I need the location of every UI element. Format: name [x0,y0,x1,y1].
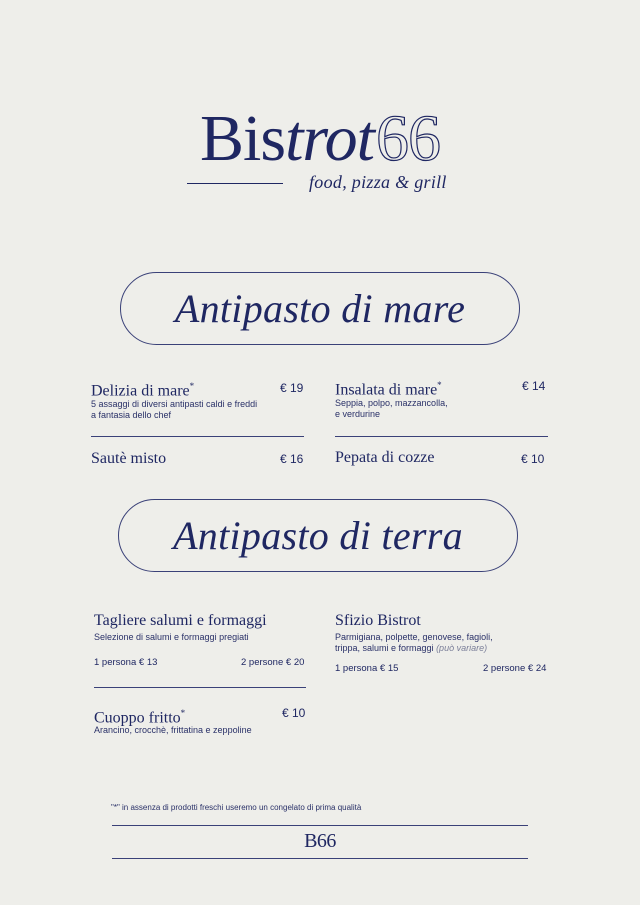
footer-divider-top [112,825,528,826]
tagline-divider [187,183,283,184]
menu-item-name: Sautè misto [91,450,167,467]
brand-logo: Bistrot66 [200,102,440,175]
menu-item-description: Selezione di salumi e formaggi pregiati [94,632,249,642]
price-two-people: 2 persone € 20 [241,657,305,668]
footer-logo: B66 [304,830,336,852]
item-divider [91,436,304,437]
footer-divider-bottom [112,858,528,859]
menu-item-name: Cuoppo fritto* [94,708,186,727]
menu-item-price: € 19 [280,381,304,395]
menu-item-price: € 10 [521,452,545,466]
menu-item-description: 5 assaggi di diversi antipasti caldi e freddi a fantasia dello chef [91,399,258,420]
footnote: "*" in assenza di prodotti freschi useremo un congelato di prima qualità [111,803,362,812]
menu-item-description: Arancino, crocchè, frittatina e zeppoline [94,725,252,735]
price-two-people: 2 persone € 24 [483,663,547,674]
menu-item-name: Pepata di cozze [335,449,435,466]
brand-logo-number: 66 [375,102,440,175]
section-title-antipasto-di-mare: Antipasto di mare [120,272,520,345]
menu-item-name: Insalata di mare* [335,380,442,399]
menu-item-name: Sfizio Bistrot [335,612,421,629]
menu-item-price: € 10 [282,706,306,720]
item-divider [335,436,548,437]
price-one-person: 1 persona € 15 [335,663,399,674]
menu-item-name: Tagliere salumi e formaggi [94,612,267,629]
item-divider [94,687,306,688]
menu-item-price: € 16 [280,452,304,466]
menu-item-description: Seppia, polpo, mazzancolla, e verdurine [335,398,448,419]
menu-item-price: € 14 [522,379,546,393]
menu-item-description: Parmigiana, polpette, genovese, fagioli, trippa, salumi e formaggi (può variare) [335,632,493,653]
menu-item-name: Delizia di mare* [91,381,195,400]
price-one-person: 1 persona € 13 [94,657,158,668]
section-title-antipasto-di-terra: Antipasto di terra [118,499,518,572]
brand-tagline: food, pizza & grill [309,172,447,192]
